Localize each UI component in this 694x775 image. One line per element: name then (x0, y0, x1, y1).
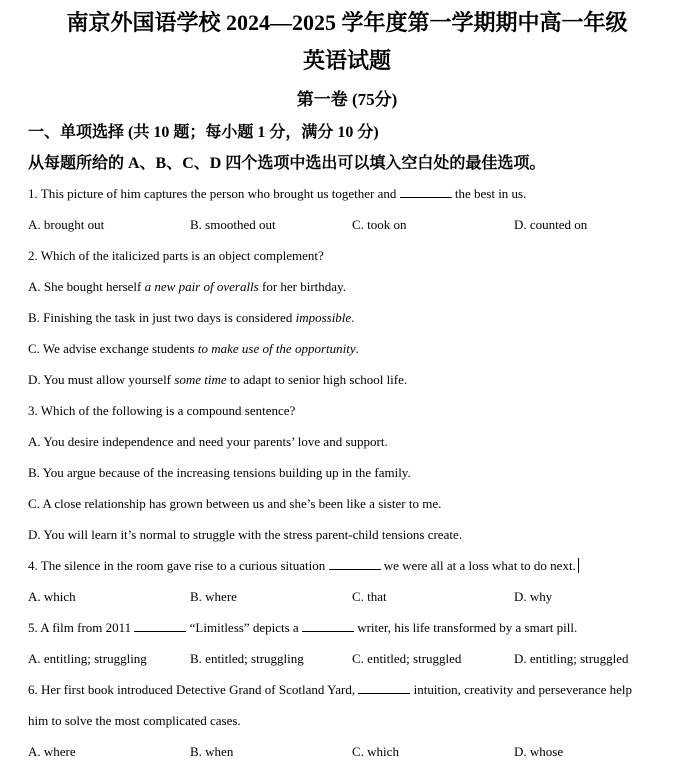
text-cursor-icon (578, 558, 580, 573)
options-row (28, 736, 666, 767)
question-line (28, 705, 666, 736)
option-item: B. entitled; struggling (190, 651, 304, 666)
exam-subtitle: 英语试题 (302, 48, 391, 73)
question-line (28, 333, 666, 364)
text-run: . (355, 341, 359, 356)
italic-text: to make use of the opportunity (197, 341, 356, 356)
part-heading: 一、单项选择 (共 10 题；每小题 1 分，满分 10 分) (28, 124, 379, 141)
text-run: 2. Which of the italicized parts is an object complement? (28, 248, 324, 263)
text-run: D. You must allow yourself (28, 372, 175, 387)
option-item: D. whose (514, 744, 564, 759)
text-run: to adapt to senior high school life. (226, 372, 408, 387)
question-line (28, 395, 666, 426)
question-line (28, 519, 666, 550)
option-item: C. took on (352, 217, 407, 232)
question-line (28, 674, 666, 705)
answer-blank (400, 184, 452, 198)
text-run: C. We advise exchange students (28, 341, 198, 356)
text-run: B. You argue because of the increasing tensions building up in the family. (28, 465, 411, 480)
answer-blank (302, 618, 354, 632)
option-item: A. brought out (28, 217, 105, 232)
text-run: A. You desire independence and need your parents’ love and support. (28, 434, 388, 449)
text-run: for her birthday. (258, 279, 346, 294)
option-item: A. entitling; struggling (28, 651, 147, 666)
answer-blank (329, 556, 381, 570)
text-run: A. She bought herself (28, 279, 145, 294)
question-line (28, 240, 666, 271)
option-item: A. where (28, 744, 76, 759)
text-run: C. A close relationship has grown between us and she’s been like a sister to me. (28, 496, 442, 511)
exam-title: 南京外国语学校 2024—2025 学年度第一学期期中高一年级 (66, 10, 628, 35)
text-run: B. Finishing the task in just two days is considered (28, 310, 296, 325)
question-line (28, 178, 666, 209)
question-list (28, 178, 666, 767)
text-run: 4. The silence in the room gave rise to a curious situation (28, 558, 329, 573)
question-line (28, 612, 666, 643)
text-run: intuition, creativity and perseverance help (410, 682, 632, 697)
part-instruction: 从每题所给的 A、B、C、D 四个选项中选出可以填入空白处的最佳选项。 (28, 155, 546, 172)
option-item: B. smoothed out (190, 217, 276, 232)
question-line (28, 426, 666, 457)
options-row (28, 581, 666, 612)
text-run: . (351, 310, 355, 325)
question-line (28, 550, 666, 581)
option-item: B. when (190, 744, 234, 759)
options-row (28, 643, 666, 674)
option-item: D. why (514, 589, 553, 604)
text-run: 6. Her first book introduced Detective Grand of Scotland Yard, (28, 682, 359, 697)
answer-blank (134, 618, 186, 632)
options-row (28, 209, 666, 240)
answer-blank (358, 680, 410, 694)
option-item: D. counted on (514, 217, 588, 232)
text-run: the best in us. (451, 186, 527, 201)
text-run: we were all at a loss what to do next. (380, 558, 576, 573)
text-run: D. You will learn it’s normal to struggle with the stress parent-child tensions create. (28, 527, 462, 542)
text-run: 3. Which of the following is a compound sentence? (28, 403, 296, 418)
question-line (28, 271, 666, 302)
option-item: B. where (190, 589, 237, 604)
option-item: D. entitling; struggled (514, 651, 629, 666)
section-title: 第一卷 (75分) (296, 90, 398, 109)
option-item: C. entitled; struggled (352, 651, 462, 666)
text-run: him to solve the most complicated cases. (28, 713, 241, 728)
question-line (28, 364, 666, 395)
italic-text: some time (174, 372, 227, 387)
text-run: 5. A film from 2011 (28, 620, 135, 635)
text-run: “Limitless” depicts a (186, 620, 302, 635)
question-line (28, 302, 666, 333)
text-run: 1. This picture of him captures the person who brought us together and (28, 186, 400, 201)
question-line (28, 488, 666, 519)
italic-text: a new pair of overalls (144, 279, 259, 294)
option-item: C. which (352, 744, 399, 759)
question-line (28, 457, 666, 488)
text-run: writer, his life transformed by a smart pill. (353, 620, 578, 635)
option-item: C. that (352, 589, 387, 604)
option-item: A. which (28, 589, 76, 604)
italic-text: impossible (295, 310, 352, 325)
